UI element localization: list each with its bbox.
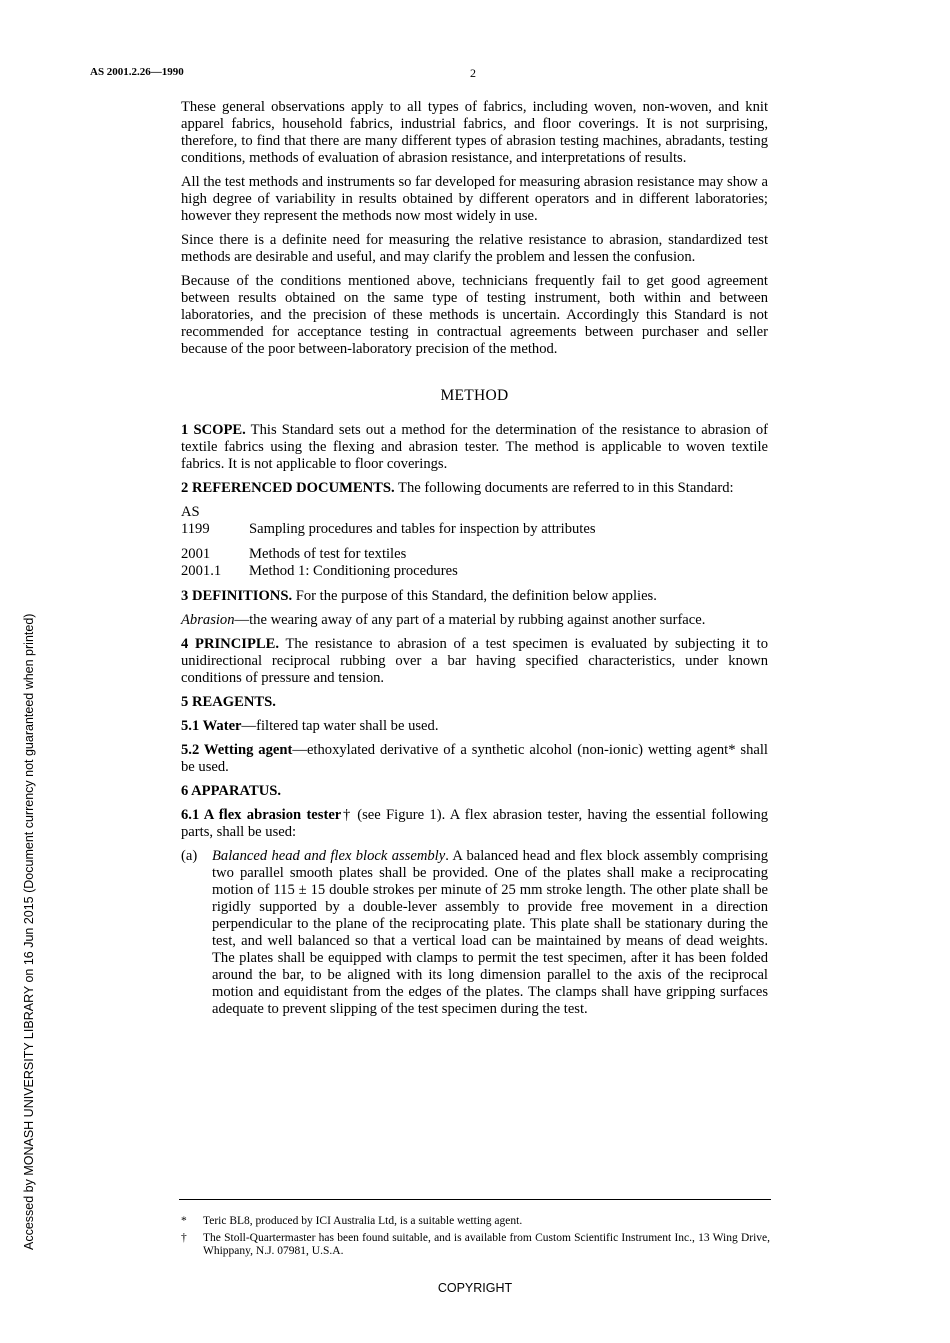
footnote-mark: † <box>181 1232 187 1244</box>
footnote-text: Teric BL8, produced by ICI Australia Ltd, is a suitable wetting agent. <box>203 1215 523 1227</box>
reference-title: Methods of test for textiles <box>249 546 407 562</box>
intro-paragraph-4: Because of the conditions mentioned above, technicians frequently fail to get good agreement between results obtained on the same type of testing instrument, both within and between laboratories, and the precision of these methods is uncertain. Accordingly this Standard is not recommended for acceptance testing in contractual agreements between purchaser and seller because of the poor between-laboratory precision of the method. <box>181 273 768 357</box>
footnote-1 <box>181 1215 770 1228</box>
list-item-body <box>212 848 768 1018</box>
intro-paragraph-1: These general observations apply to all types of fabrics, including woven, non-woven, and knit apparel fabrics, household fabrics, industrial fabrics, and floor coverings. It is not surprising, therefore, to find that there are many different types of abrasion testing machines, abradants, testing conditions, methods of evaluation of abrasion resistance, and interpretations of results. <box>181 99 768 166</box>
access-watermark: Accessed by MONASH UNIVERSITY LIBRARY on 16 Jun 2015 (Document currency not guaranteed when printed) <box>22 613 36 1250</box>
section-apparatus <box>181 783 768 800</box>
reference-number: 2001.1 <box>181 563 222 579</box>
intro-paragraph-2: All the test methods and instruments so far developed for measuring abrasion resistance may show a high degree of variability in results obtained by different operators and in different laboratories; however they represent the methods now most widely in use. <box>181 174 768 224</box>
reference-number: 1199 <box>181 521 210 537</box>
copyright-footer: COPYRIGHT <box>437 1281 513 1295</box>
section-wetting-text: —ethoxylated derivative of a synthetic alcohol (non-ionic) wetting agent* shall be used. <box>181 742 768 775</box>
section-principle <box>181 636 768 687</box>
section-water-title: 5.1 Water <box>181 718 242 734</box>
section-scope-title: 1 SCOPE. <box>181 422 246 438</box>
reference-list <box>181 504 596 588</box>
reference-number: 2001 <box>181 546 211 562</box>
list-item-label: (a) <box>181 848 198 864</box>
footnote-2 <box>181 1232 770 1258</box>
section-tester-text: † (see Figure 1). A flex abrasion tester, having the essential following parts, shall be used: <box>181 807 769 840</box>
standard-number: AS 2001.2.26—1990 <box>90 66 184 78</box>
list-item-a <box>181 848 768 1018</box>
footnote-text: The Stoll-Quartermaster has been found suitable, and is available from Custom Scientific Instrument Inc., 13 Wing Drive, Whippany, N.J. 07981, U.S.A. <box>203 1232 770 1257</box>
section-refdocs-text: The following documents are referred to in this Standard: <box>394 480 734 496</box>
reference-title: Sampling procedures and tables for inspection by attributes <box>249 521 596 537</box>
section-reagents-title: 5 REAGENTS. <box>181 694 276 710</box>
footnote-divider <box>179 1199 771 1200</box>
section-reagents <box>181 694 768 711</box>
section-referenced-documents <box>181 480 768 497</box>
section-water-text: —filtered tap water shall be used. <box>241 718 439 734</box>
definition-term: Abrasion <box>181 612 235 628</box>
section-principle-title: 4 PRINCIPLE. <box>181 636 279 652</box>
main-body <box>181 99 768 1018</box>
section-scope <box>181 422 768 473</box>
section-principle-text: The resistance to abrasion of a test specimen is evaluated by subjecting it to unidirectional reciprocal rubbing over a bar having specified characteristics, under known conditions of pressure and tension. <box>181 636 768 686</box>
list-item-text: . A balanced head and flex block assembly comprising two parallel smooth plates shall be provided. One of the plates shall make a reciprocating motion of 115 ± 15 double strokes per minute of 25 mm stroke length. The other plate shall be rigidly supported by a double-lever assembly to provide free movement in a direction perpendicular to the plane of the reciprocating plate. This plate shall be stationary during the test, and well balanced so that a vertical load can be maintained by means of dead weights. The plates shall be equipped with clamps to permit the test specimen, after it has been folded around the bar, to be aligned with its long dimension parallel to the axis of the reciprocal motion and equidistant from the edges of the plates. The clamps shall have gripping surfaces adequate to prevent slipping of the test specimen during the test. <box>212 848 769 1017</box>
reference-prefix: AS <box>181 504 200 520</box>
section-scope-text: This Standard sets out a method for the determination of the resistance to abrasion of textile fabrics using the flexing and abrasion tester. The method is applicable to woven textile fabrics. It is not applicable to floor coverings. <box>181 422 769 472</box>
section-tester-title: 6.1 A flex abrasion tester <box>181 807 342 823</box>
method-heading: METHOD <box>440 387 509 404</box>
footnote-mark: * <box>181 1215 187 1227</box>
page-number: 2 <box>470 66 476 80</box>
section-definitions-title: 3 DEFINITIONS. <box>181 588 293 604</box>
definition-abrasion <box>181 612 768 629</box>
list-item-title: Balanced head and flex block assembly <box>212 848 446 864</box>
definition-text: —the wearing away of any part of a material by rubbing against another surface. <box>234 612 706 628</box>
section-wetting-title: 5.2 Wetting agent <box>181 742 293 758</box>
reference-title: Method 1: Conditioning procedures <box>249 563 458 579</box>
section-flex-abrasion-tester <box>181 807 768 841</box>
section-apparatus-title: 6 APPARATUS. <box>181 783 281 799</box>
intro-paragraph-3: Since there is a definite need for measuring the relative resistance to abrasion, standardized test methods are desirable and useful, and may clarify the problem and lessen the confusion. <box>181 232 768 265</box>
section-definitions-text: For the purpose of this Standard, the definition below applies. <box>292 588 657 604</box>
section-wetting-agent <box>181 742 768 776</box>
section-definitions <box>181 588 768 605</box>
section-refdocs-title: 2 REFERENCED DOCUMENTS. <box>181 480 395 496</box>
section-water <box>181 718 768 735</box>
